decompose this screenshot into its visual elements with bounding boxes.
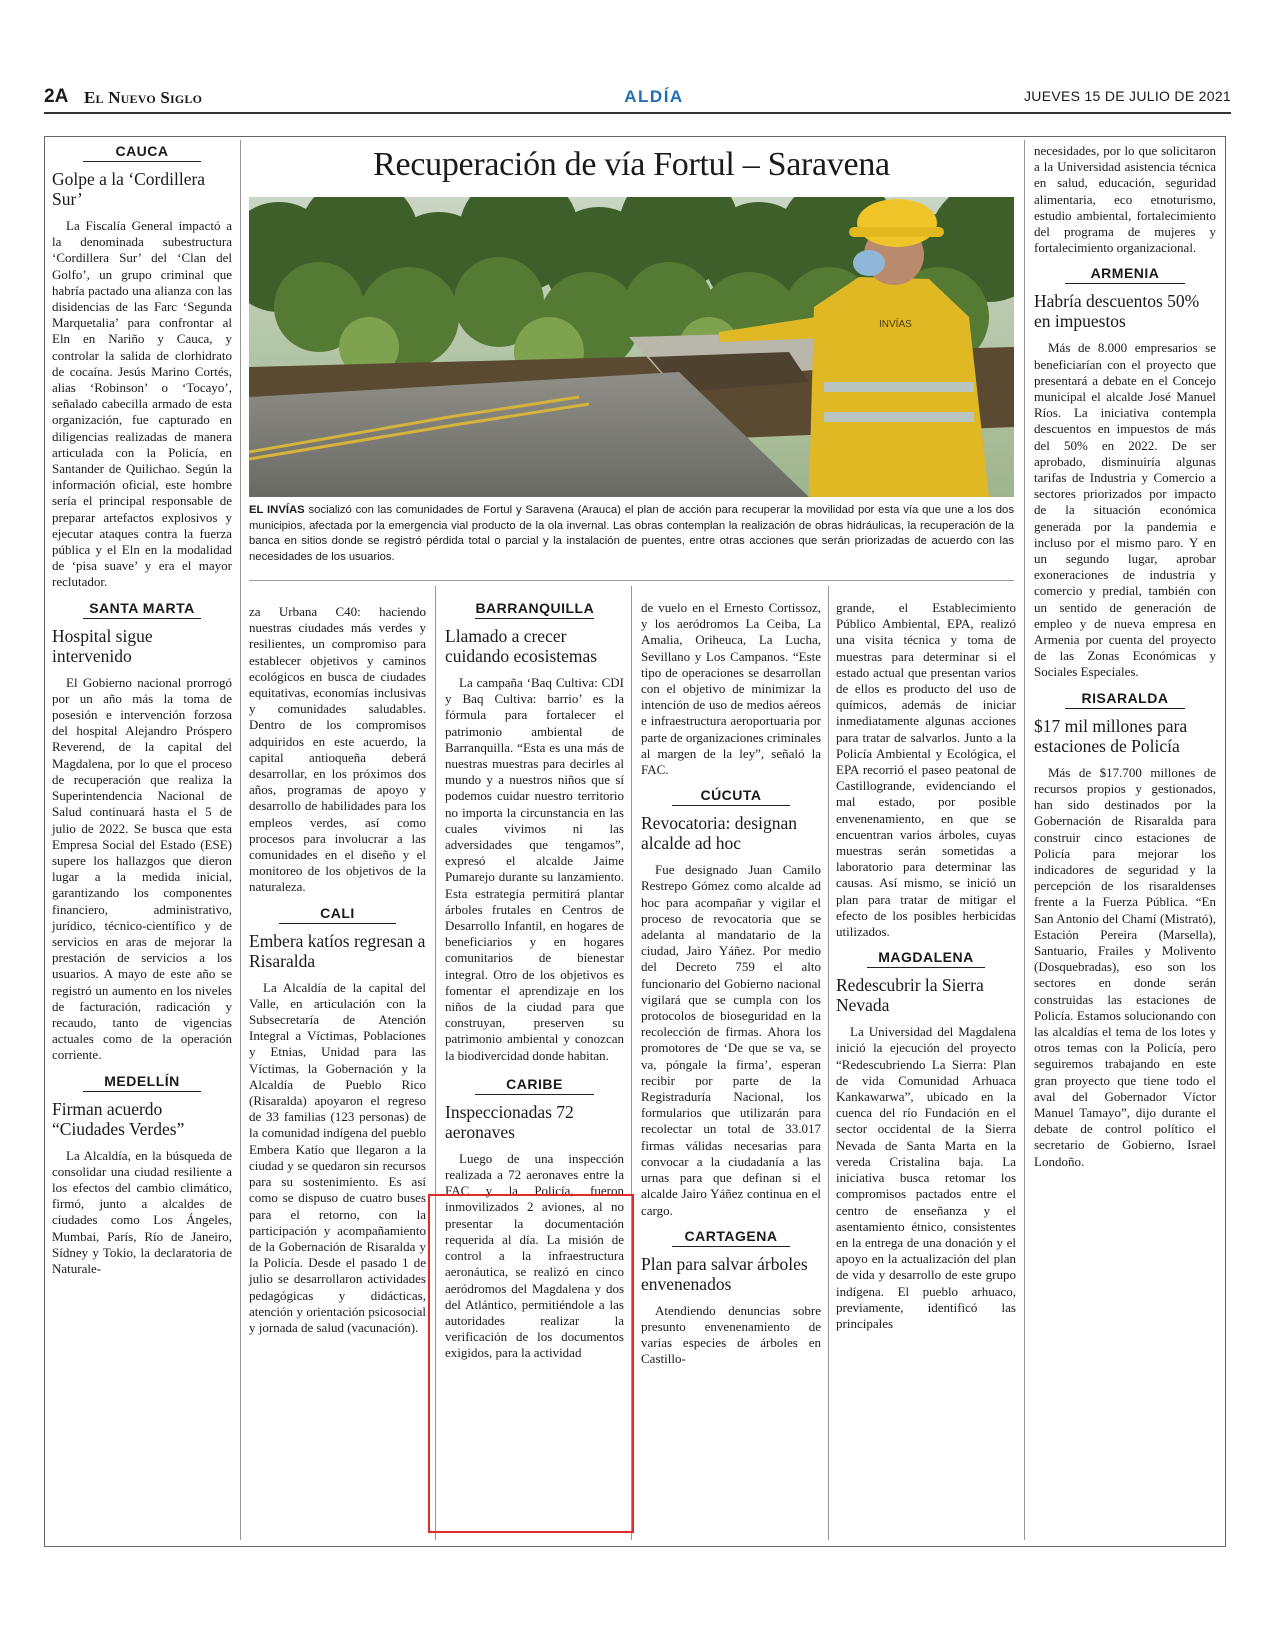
caption-rule [249,580,1014,581]
article-body: La Fiscalía General impactó a la denominada subestructura ‘Cordillera Sur’ del ‘Clan del Golfo’, un grupo criminal que habría pactado una alianza con las disidencias de las Farc ‘Segunda Marquetalia’ para confrontar al Eln en Nariño y Cauca, y controlar la salida de clorhidrato de cocaína. Jesús Marino Cortés, alias ‘Robinson’ o ‘Tocayo’, señalado cabecilla armado de esta organización, fue capturado en diligencias realizadas de manera articulada con la Policía, en Santander de Quilichao. Según la información oficial, este hombre sería el principal responsable de preparar artefactos explosivos y ejecutar ataques contra la fuerza pública y el Eln en la modalidad de ‘pisa suave’ y era el mayor reclutador. [52,218,232,590]
article-body: Luego de una inspección realizada a 72 aeronaves entre la FAC y la Policía, fueron inmovilizados 2 aviones, al no presentar la documentación requerida al día. La misión de control a la infraestructura aeronáutica, se realizó en cinco aeródromos del Magdalena y dos del Atlántico, permitiéndole a las autoridades realizar la verificación de los documentos exigidos, para la actividad [445,1150,624,1361]
article-body-continuation: grande, el Establecimiento Público Ambiental, EPA, realizó una visita técnica y toma de muestras para determinar si el estado actual que presentan varios de ellos es producto del uso de químicos, además de iniciar inmediatamente algunas acciones para tratar de salvarlos. Junto a la Policía Ambiental y Ecológica, el EPA recorrió el paseo peatonal de Castillogrande, evidenciando el mal estado, por posible envenenamiento, en que se encuentran varios árboles, cuyas muestras serán sometidas a laboratorio para determinar las causas. Así mismo, se inició un plan para tratar de mitigar el efecto de los posibles herbicidas utilizados. [836,600,1016,940]
article-body-continuation: de vuelo en el Ernesto Cortissoz, y los aeródromos La Ceiba, La Amalia, Oriheuca, La Lucha, Sevillano y Los Campanos. “Este tipo de operaciones se desarrollan con el objetivo de minimizar la intención de uso de medios aéreos e infraestructura aeroportuaria por parte de organizaciones criminales al margen de la ley”, señaló la FAC. [641,600,821,778]
article-kicker: CARIBE [475,1076,593,1095]
article-headline: Llamado a crecer cuidando ecosistemas [445,626,598,666]
article-headline: Redescubrir la Sierra Nevada [836,975,984,1016]
article-body: La campaña ‘Baq Cultiva: CDI y Baq Cultiva: barrio’ es la fórmula para fortalecer el patrimonio ambiental de Barranquilla. “Esta es una más de nuestras muestras para decirles al mundo y a nuestros niños que sí podemos cuidar nuestro territorio no importa la circunstancia en las cuales vivimos ni las adversidades que tengamos”, expresó el alcalde Jaime Pumarejo durante su lanzamiento. Esta estrategia permitirá plantar árboles frutales en Centros de Desarrollo Infantil, en hogares de beneficiarios y en hogares comunitarios de bienestar integral. Otro de los objetivos es fomentar el aprendizaje en los niños de la ciudad para que construyan, preserven su patrimonio ambiental y conozcan la biodivercidad donde habitan. [445,675,624,1063]
article-headline: Golpe a la ‘Cordillera Sur’ [52,169,206,209]
article-body: Más de 8.000 empresarios se beneficiarían con el proyecto que presentará a debate en el Concejo municipal el alcalde José Manuel Ríos. La iniciativa contempla descuentos en impuestos de más del 50% en 2022. De ser aprobado, disminuiría algunas tarifas de Industria y Comercio a sectores priorizados por impacto de la situación económica generada por la pandemia e incluso por el mismo paro. Y en un segundo lugar, aprobar exoneraciones de industria y comercio y predial, también con un sentido de generación de empleo y de nueva empresa en Armenia por cuenta del proyecto de las Zonas Económicas y Sociales Especiales. [1034,340,1216,680]
photo-caption [249,503,1014,565]
article-body: La Alcaldía, en la búsqueda de consolidar una ciudad resiliente a los efectos del cambio climático, firmó, junto a alcaldes de ciudades como Los Ángeles, Mumbai, París, Río de Janeiro, Sídney y Tokio, la declaratoria de Naturale- [52,1147,232,1276]
article-kicker: BARRANQUILLA [475,600,593,619]
article-body-continuation: necesidades, por lo que solicitaron a la Universidad asistencia técnica en salud, educación, seguridad alimentaria, eco etnoturismo, estudio ambiental, fortalecimiento del programa de mujeres y fortalecimiento organizacional. [1034,143,1216,256]
article-kicker: CALI [279,905,396,924]
column-2 [249,604,426,1345]
article-kicker: CARTAGENA [672,1228,791,1247]
article-kicker: SANTA MARTA [83,600,202,619]
article-headline: Embera katíos regresan a Risaralda [249,930,426,971]
article-kicker: CAUCA [83,143,202,162]
article-armenia [1034,265,1216,680]
road-worker-photo [249,197,1014,497]
newspaper-name: El Nuevo Siglo [84,88,203,107]
svg-text:INVÍAS: INVÍAS [879,319,912,330]
article-body: Fue designado Juan Camilo Restrepo Gómez como alcalde ad hoc para acompañar y vigilar el proceso de revocatoria que se adelanta al mandatario de la ciudad, Jairo Yáñez. Por medio del Decreto 759 el alto funcionario del Gobierno nacional vigilará que se cumpla con los protocolos de bioseguridad en la recolección de firmas. Ahora los promotores de ‘De que se va, se va, póngale la firma’, esperan recibir por parte de la Registraduría Nacional, los formularios que utilizarán para recolectar un total de 33.017 firmas válidas necesarias para convocar a la ciudadanía a las urnas para que definan si el alcalde Jairo Yáñez continua en el cargo. [641,862,821,1218]
highlight-box [428,1194,634,1533]
article-cali [249,905,426,1336]
article-body-continuation: za Urbana C40: haciendo nuestras ciudades más verdes y resilientes, un compromiso para establecer objetivos y caminos ecológicos en busca de ciudades equitativas, economías inclusivas y comunidades saludables. Dentro de los compromisos adquiridos en este acuerdo, la capital antioqueña deberá desarrollar, en los próximos dos años, programas de apoyo y desarrollo de habilidades para los empleos verdes, así como procesos para involucrar a las comunidades en el diseño y el monitoreo de los objetivos de la naturaleza. [249,604,426,895]
article-body: La Alcaldía de la capital del Valle, en articulación con la Subsecretaría de Atención Integral a Víctimas, Poblaciones y Etnias, Unidad para las Víctimas, la Gobernación y la Alcaldía de Pueblo Rico (Risaralda) apoyaron el regreso de 33 familias (123 personas) de la comunidad indígena del pueblo Embera Katío que llegaron a la ciudad y se quedaron sin recursos para su sostenimiento. Es así como se dispuso de cuatro buses para el retorno, con la participación y acompañamiento de la Gobernación de Risaralda y la Policía. Desde el pasado 1 de julio se desarrollaron actividades pedagógicas y didácticas, atención y orientación psicosocial y jornada de salud (vacunación). [249,979,426,1335]
article-risaralda [1034,690,1216,1170]
column-rule [1024,140,1025,1540]
header-rule [44,112,1231,114]
article-medellin [52,1073,232,1278]
article-barranquilla [445,600,624,1064]
article-body: El Gobierno nacional prorrogó por un año más la toma de posesión e intervención forzosa del hospital Alejandro Próspero Reverend, de la capital del Magdalena, por lo que el proceso de recuperación que realiza la Superintendencia Nacional de Salud continuará hasta el 5 de julio de 2022. Se busca que esta Empresa Social del Estado (ESE) supere los hallazgos que dieron lugar a la medida inicial, garantizando los componentes financiero, administrativo, jurídico, técnico-científico y de servicios en aras de mejorar la prestación de servicios a los usuarios. A mayo de este año se registró un aumento en los niveles de facturación, radicación y recaudo, tanto de vigencias actuales como de la operación corriente. [52,674,232,1063]
column-6 [1034,143,1216,1179]
article-headline: Firman acuerdo “Ciudades Verdes” [52,1098,185,1139]
article-kicker: MAGDALENA [867,949,986,968]
issue-date: JUEVES 15 DE JULIO DE 2021 [1024,88,1231,104]
masthead [44,86,1231,112]
column-5 [836,600,1016,1341]
article-cartagena [641,1228,821,1368]
column-rule [240,140,241,1540]
article-cucuta [641,787,821,1218]
column-4 [641,600,821,1377]
article-kicker: CÚCUTA [672,787,791,806]
article-magdalena [836,949,1016,1332]
article-body: Más de $17.700 millones de recursos propios y gestionados, han sido destinados por la Gobernación de Risaralda para construir cinco estaciones de Policía para mejorar los indicadores de seguridad y la percepción de los risaraldenses frente a la Fuerza Pública. “En San Antonio del Chamí (Mistrató), Estación Pereira (Marsella), Santuario, Frailes y Molivento (Dosquebradas), eso son los sectores en donde serán construidas las estaciones de Policía. Estamos solucionando con las alcaldías el tema de los lotes y otros temas con la Policía, pero seguiremos trabajando en este gran proyecto que tiene todo el aval del Gobernador Víctor Manuel Tamayo”, dijo durante el debate de control político el secretario de Gobierno, Israel Londoño. [1034,764,1216,1169]
column-1 [52,143,232,1286]
article-santa-marta [52,600,232,1064]
main-story-title: Recuperación de vía Fortul – Saravena [373,146,890,183]
article-headline: Plan para salvar árboles envenenados [641,1253,808,1294]
article-kicker: ARMENIA [1065,265,1185,284]
article-kicker: RISARALDA [1065,690,1185,709]
section-name: ALDÍA [624,87,684,106]
caption-lead: EL INVÍAS [249,504,305,516]
caption-text: socializó con las comunidades de Fortul y Saravena (Arauca) el plan de acción para recuperar la movilidad por esta vía que une a los dos municipios, afectada por la emergencia vial producto de la ola invernal. Las obras contemplan la realización de obras hidráulicas, la recuperación de la banca en sitios donde se registró pérdida total o parcial y la instalación de puentes, entre otras acciones que serán priorizadas de acuerdo con las necesidades de los usuarios. [249,504,1014,563]
article-headline: $17 mil millones para estaciones de Policía [1034,715,1188,756]
article-headline: Hospital sigue intervenido [52,625,153,666]
article-body: Atendiendo denuncias sobre presunto envenenamiento de varias especies de árboles en Castillo- [641,1302,821,1367]
article-headline: Inspeccionadas 72 aeronaves [445,1101,574,1142]
article-body: La Universidad del Magdalena inició la ejecución del proyecto “Redescubriendo La Sierra: Plan de vida Comunidad Arhuaca Kankawarwa”, ubicado en la cuenca del río Fundación en el sector occidental de la Sierra Nevada de Santa Marta en la vereda Cristalina baja. La iniciativa busca retomar los compromisos pactados entre el centro de enseñanza y el asentamiento étnico, consistentes en la entrega de una donación y el apoyo en la actualización del plan de vida y desarrollo de este grupo indígena. El pueblo arhuaco, previamente, identificó las principales [836,1024,1016,1331]
article-kicker: MEDELLÍN [83,1073,202,1092]
article-headline: Habría descuentos 50% en impuestos [1034,291,1200,332]
article-headline: Revocatoria: designan alcalde ad hoc [641,813,797,854]
article-cauca [52,143,232,591]
page-number: 2A [44,86,69,107]
main-story-photo [249,197,1014,497]
column-rule [828,586,829,1540]
